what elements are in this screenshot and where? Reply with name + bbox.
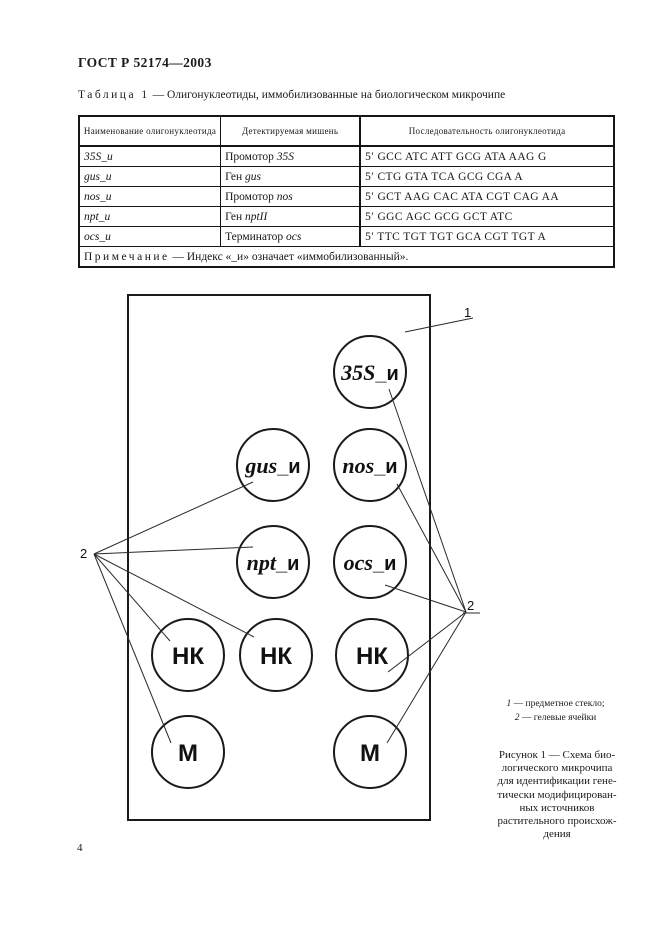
- oligo-name: nos_и: [79, 187, 221, 207]
- target-gene: gus: [244, 170, 261, 183]
- oligo-name: ocs_и: [79, 227, 221, 247]
- target-text: Ген: [225, 210, 243, 223]
- column-header-target: Детектируемая мишень: [221, 116, 361, 146]
- legend-num: 2: [514, 713, 520, 723]
- microchip-diagram: [70, 285, 500, 845]
- target-gene: ocs: [286, 230, 302, 243]
- figure-legend: [468, 697, 643, 725]
- oligo-table: [78, 115, 615, 268]
- table-row: [79, 227, 614, 247]
- gel-cell-label-7: НК: [356, 643, 388, 670]
- gel-cell-label-3: npt_и: [246, 550, 300, 575]
- oligo-sequence: 5′ GCC ATC ATT GCG ATA AAG G: [360, 146, 614, 167]
- caption-line: растительного происхож-: [497, 815, 617, 828]
- gel-cell-label-0: 35S_и: [341, 360, 399, 385]
- gel-cell-label-8: М: [178, 740, 198, 767]
- table-row: [79, 146, 614, 167]
- cells-callout-label-right: 2: [467, 598, 475, 613]
- target-text: Промотор: [225, 150, 274, 163]
- note-text: — Индекс «_и» означает «иммобилизованный».: [172, 250, 409, 263]
- caption-line: Рисунок 1 — Схема био-: [498, 749, 616, 761]
- column-header-sequence: Последовательность олигонуклеотида: [360, 116, 614, 146]
- leader-line-left: [94, 482, 253, 554]
- target-text: Терминатор: [225, 230, 284, 243]
- oligo-target: [221, 146, 361, 167]
- column-header-name: Наименование олигонуклеотида: [79, 116, 221, 146]
- page-number: 4: [77, 842, 83, 854]
- oligo-target: [221, 207, 361, 227]
- caption-line: тически модифицирован-: [497, 788, 617, 801]
- oligo-target: [221, 167, 361, 187]
- caption-line: логического микрочипа: [501, 762, 613, 775]
- legend-text: — предметное стекло;: [513, 699, 605, 709]
- target-gene: nos: [276, 190, 293, 203]
- legend-line: [468, 711, 643, 725]
- oligo-sequence: 5′ TTC TGT TGT GCA CGT TGT A: [360, 227, 614, 247]
- caption-line: дения: [543, 828, 571, 841]
- oligo-sequence: 5′ CTG GTA TCA GCG CGA A: [360, 167, 614, 187]
- table-row: [79, 207, 614, 227]
- legend-num: 1: [506, 699, 512, 709]
- table-title: [78, 89, 623, 101]
- slide-leader-line: [405, 318, 473, 332]
- gel-cell-label-1: gus_и: [245, 453, 301, 478]
- doc-number: ГОСТ Р 52174—2003: [78, 55, 212, 70]
- target-text: Промотор: [225, 190, 274, 203]
- oligo-sequence: 5′ GCT AAG CAC ATA CGT CAG AA: [360, 187, 614, 207]
- legend-line: [468, 697, 643, 711]
- table-title-text: — Олигонуклеотиды, иммобилизованные на биологическом микрочипе: [152, 89, 506, 101]
- oligo-target: [221, 227, 361, 247]
- gel-cell-label-5: НК: [172, 643, 204, 670]
- oligo-sequence: 5′ GGC AGC GCG GCT ATC: [360, 207, 614, 227]
- table-note: [79, 247, 614, 268]
- caption-line: для идентификации гене-: [497, 775, 617, 788]
- oligo-name: gus_и: [79, 167, 221, 187]
- leader-line-left: [94, 554, 170, 641]
- figure-caption: [472, 749, 642, 841]
- gel-cells-layer: [152, 336, 408, 788]
- cells-callout-label-left: 2: [80, 546, 88, 561]
- table-row: [79, 167, 614, 187]
- oligo-name: 35S_и: [79, 146, 221, 167]
- target-gene: 35S: [276, 150, 295, 163]
- note-label: Примечание: [84, 250, 170, 263]
- gel-cell-label-4: ocs_и: [343, 550, 397, 575]
- legend-text: — гелевые ячейки: [521, 713, 597, 723]
- leader-line-left: [94, 547, 253, 554]
- oligo-name: npt_и: [79, 207, 221, 227]
- oligo-target: [221, 187, 361, 207]
- caption-line: ных источников: [519, 801, 595, 814]
- target-gene: nptII: [244, 210, 268, 223]
- oligo-table-wrap: [78, 115, 615, 268]
- gel-cell-label-2: nos_и: [342, 453, 398, 478]
- table-title-label: Таблица 1: [78, 89, 150, 101]
- gel-cell-label-6: НК: [260, 643, 292, 670]
- table-note-row: [79, 247, 614, 268]
- slide-callout-label: 1: [464, 305, 472, 320]
- table-row: [79, 187, 614, 207]
- target-text: Ген: [225, 170, 243, 183]
- table-header-row: [79, 116, 614, 146]
- gel-cell-label-9: М: [360, 740, 380, 767]
